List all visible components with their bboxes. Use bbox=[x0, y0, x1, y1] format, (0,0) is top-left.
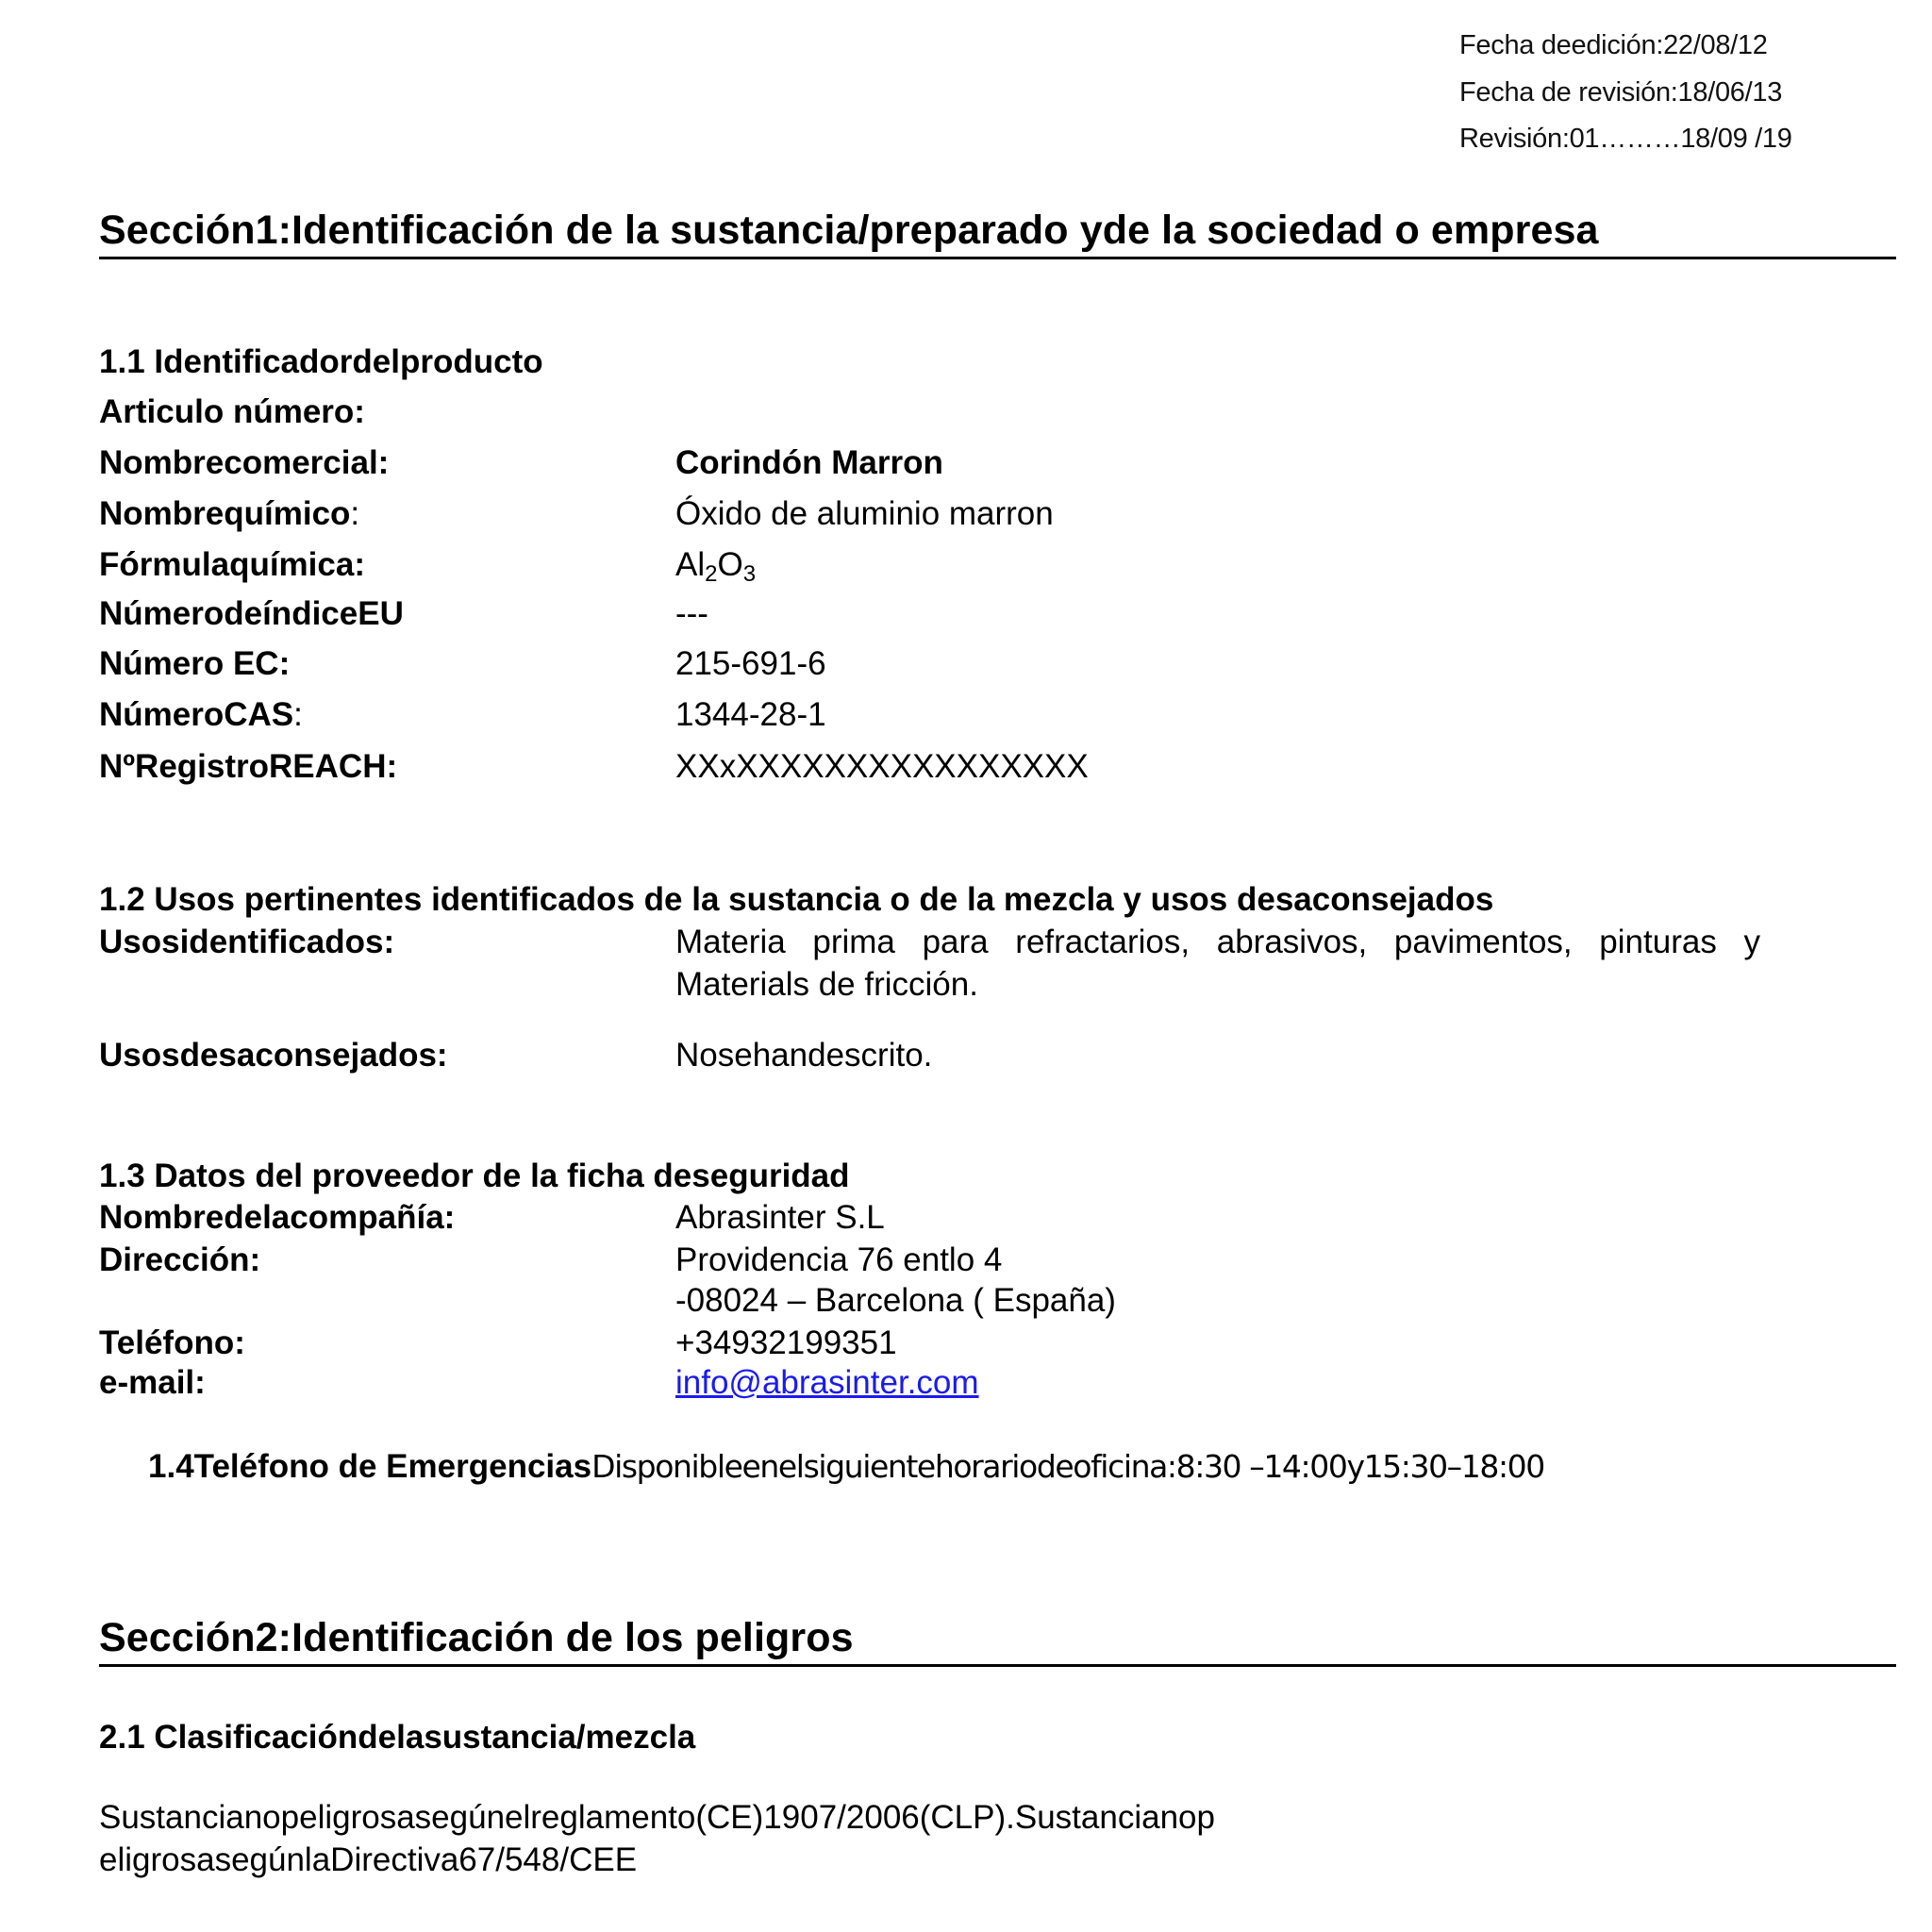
chemical-name-value: Óxido de aluminio marron bbox=[675, 495, 1054, 532]
revision-date: Fecha de revisión:18/06/13 bbox=[1459, 77, 1783, 108]
ec-number-label: Número EC: bbox=[99, 645, 291, 682]
s2-1-paragraph-line1: Sustancianopeligrosasegúnelreglamento(CE)1907/2006(CLP).Sustancianop bbox=[99, 1799, 1215, 1836]
eu-index-label: NúmerodeíndiceEU bbox=[99, 595, 404, 632]
identified-uses-label: Usosidentificados: bbox=[99, 924, 395, 960]
s2-1-heading: 2.1 Clasificacióndelasustancia/mezcla bbox=[99, 1719, 696, 1756]
phone-label: Teléfono: bbox=[99, 1324, 245, 1361]
eu-index-value: --- bbox=[675, 595, 708, 632]
chemical-formula-value: $Al_2O_3$ bbox=[675, 546, 757, 587]
s1-2-heading: 1.2 Usos pertinentes identificados de la sustancia o de la mezcla y usos desaconsejados bbox=[99, 881, 1494, 918]
trade-name-label: Nombrecomercial: bbox=[99, 444, 390, 481]
s1-1-heading: 1.1 Identificadordelproducto bbox=[99, 343, 543, 380]
cas-number-value: 1344-28-1 bbox=[675, 696, 826, 733]
disallowed-uses-label: Usosdesaconsejados: bbox=[99, 1037, 448, 1074]
edition-date: Fecha deedición:22/08/12 bbox=[1459, 30, 1768, 60]
section2-title: Sección2:Identificación de los peligros bbox=[99, 1613, 1896, 1667]
chemical-formula-label: Fórmulaquímica: bbox=[99, 546, 365, 583]
address-line2: -08024 – Barcelona ( España) bbox=[675, 1282, 1116, 1319]
reach-number-value: XXxXXXXXXXXXXXXXXXX bbox=[675, 748, 1089, 785]
article-number-label: Articulo número: bbox=[99, 393, 365, 430]
chemical-name-label: Nombrequímico: bbox=[99, 495, 360, 532]
trade-name-value: Corindón Marron bbox=[675, 444, 943, 481]
company-name-label: Nombredelacompañía: bbox=[99, 1199, 456, 1236]
identified-uses-value: Materia prima para refractarios, abrasivos, pavimentos, pinturas y Materials de fricción. bbox=[675, 924, 1760, 1003]
disallowed-uses-value: Nosehandescrito. bbox=[675, 1037, 933, 1074]
ec-number-value: 215-691-6 bbox=[675, 645, 826, 682]
s2-1-paragraph-line2: eligrosasegúnlaDirectiva67/548/CEE bbox=[99, 1841, 638, 1878]
s1-4-text: Disponibleenelsiguientehorariodeoficina:8:30 –14:00y15:30–18:00 bbox=[591, 1448, 1544, 1485]
s1-4-number: 1.4 bbox=[148, 1448, 194, 1485]
s1-4-title: Teléfono de Emergencias bbox=[193, 1448, 592, 1485]
address-line1: Providencia 76 entlo 4 bbox=[675, 1241, 1003, 1278]
emergency-phone-line bbox=[148, 1447, 1544, 1487]
reach-number-label: NºRegistroREACH: bbox=[99, 748, 398, 785]
email-label: e-mail: bbox=[99, 1364, 206, 1401]
section1-title: Sección1:Identificación de la sustancia/preparado yde la sociedad o empresa bbox=[99, 206, 1896, 259]
revision-number: Revisión:01………18/09 /19 bbox=[1459, 124, 1792, 154]
address-label: Dirección: bbox=[99, 1241, 261, 1278]
s1-3-heading: 1.3 Datos del proveedor de la ficha deseguridad bbox=[99, 1158, 850, 1194]
company-name-value: Abrasinter S.L bbox=[675, 1199, 885, 1236]
email-link[interactable]: info@abrasinter.com bbox=[675, 1364, 979, 1401]
phone-value: +34932199351 bbox=[675, 1324, 897, 1361]
cas-number-label: NúmeroCAS: bbox=[99, 696, 303, 733]
